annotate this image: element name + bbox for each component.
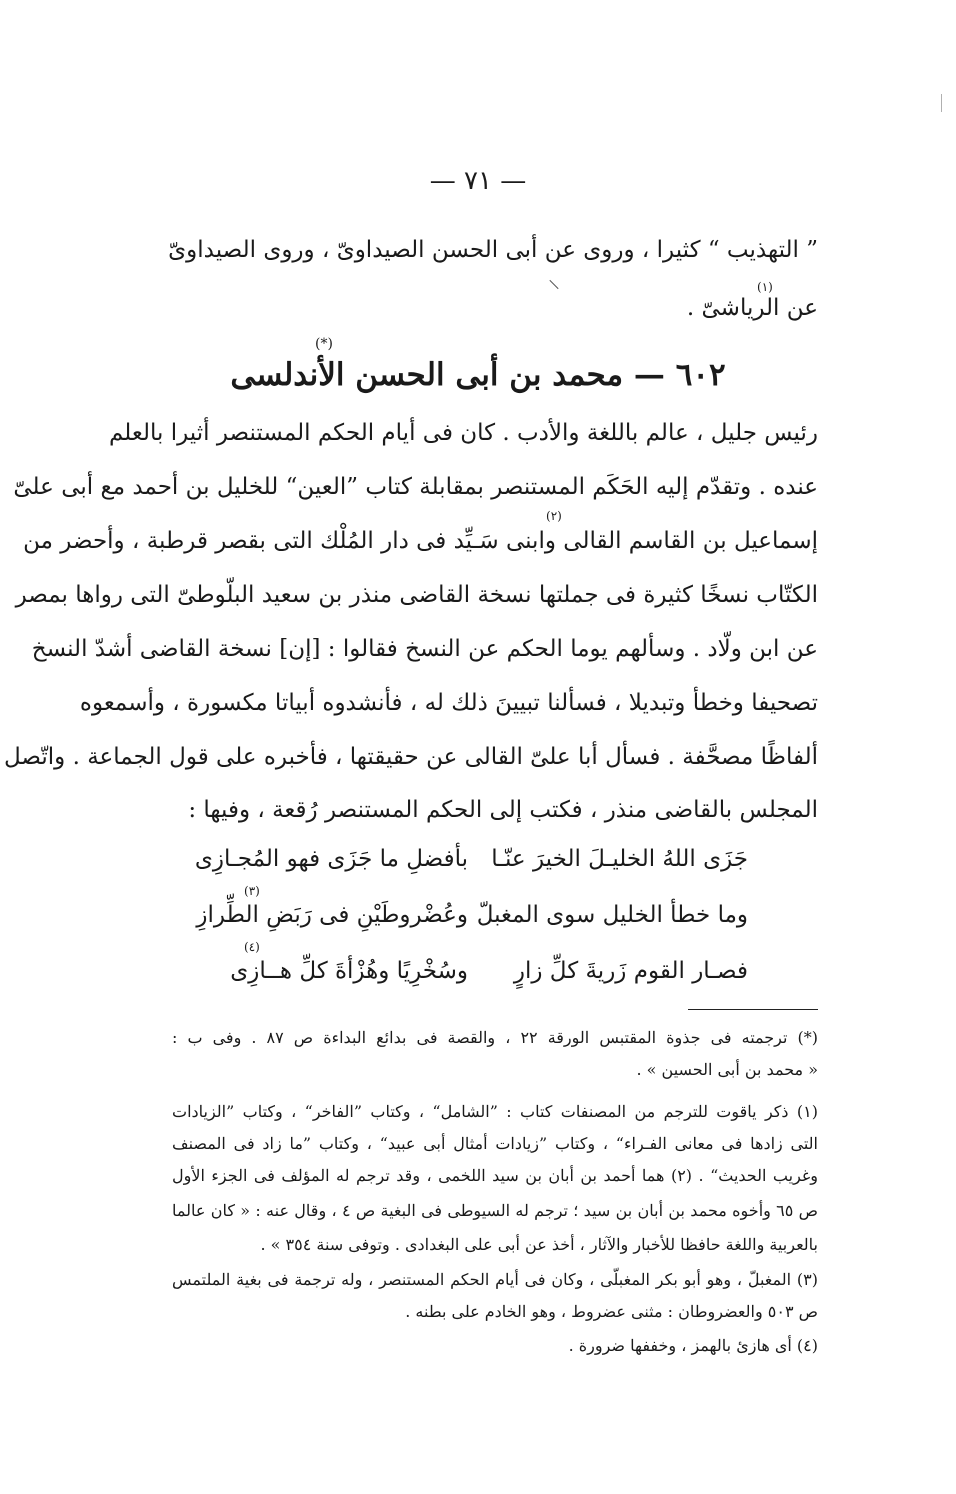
footnote-separator bbox=[688, 1009, 818, 1010]
verse-3-footnote-marker: (٤) bbox=[244, 940, 260, 954]
footnote-line: (*) ترجمته فى جذوة المقتبس الورقة ٢٢ ، والقصة فى بدائع البداءة ص ٨٧ . وفى ب : bbox=[172, 1028, 819, 1047]
footnote-line: التى زادها فى معانى الفـراء“ ، وكتاب ”زيادات أمثال أبى عبيد“ ، وكتاب ”ما زاد فى المصنف bbox=[172, 1134, 818, 1153]
verse-3-first-hemistich: فصـار القوم زَريةَ كلِّ زارٍ bbox=[513, 958, 748, 984]
footnote-line: وغريب الحديث“ . (٢) هما أحمد بن أبان بن سيد اللخمى ، وقد ترجم له المؤلف فى الجزء الأول bbox=[172, 1166, 819, 1185]
footnote-line: (١) ذكر ياقوت للترجم من المصنفات كتاب : ”الشامل“ ، وكتاب ”الفاخر“ ، وكتاب ”الزيادات bbox=[172, 1102, 818, 1121]
body-line: ألفاظًا مصحَّفة . فسأل أبا علىّ القالى عن حقيقتها ، فأخبره على قول الجماعة . واتّصل bbox=[4, 744, 818, 770]
stray-pen-mark bbox=[549, 280, 558, 289]
intro-line-2: عن الرياشىّ . bbox=[686, 295, 818, 321]
page-number: — ٧١ — bbox=[429, 166, 527, 196]
body-line: إسماعيل بن القاسم القالى وابنى سَـيِّد فى دار المُلْك التى بقصر قرطبة ، وأحضر من bbox=[23, 528, 818, 554]
footnote-line: (٤) أى هازئ بالهمز ، وخففها ضرورة . bbox=[568, 1336, 818, 1355]
verse-1-second-hemistich: بأفضلِ ما جَزَى فهو المُجـازِى bbox=[194, 846, 468, 872]
intro-line-1: ” التهذيب “ كثيرا ، وروى عن أبى الحسن الصيداوىّ ، وروى الصيداوىّ bbox=[168, 237, 818, 263]
footnote-line: (٣) المغبلّ ، وهو أبو بكر المغبلّى ، وكان فى أيام الحكم المستنصر ، وله ترجمة فى بغية الملتمس bbox=[172, 1270, 818, 1289]
verse-2-second-hemistich: وعُضْروطَيْنِ فى رَبَضِ الطِّرازِ bbox=[196, 902, 468, 928]
body-line: المجلس بالقاضى منذر ، فكتب إلى الحكم المستنصر رُقعة ، وفيها : bbox=[188, 797, 818, 823]
body-line: عنده . وتقدّم إليه الحَكَم المستنصر بمقابلة كتاب ”العين“ للخليل بن أحمد مع أبى علىّ bbox=[13, 474, 818, 500]
body-line: رئيس جليل ، عالم باللغة والأدب . كان فى أيام الحكم المستنصر أثيرا بالعلم bbox=[108, 420, 818, 446]
footnote-line: « محمد بن أبى الحسين » . bbox=[636, 1060, 818, 1079]
body-footnote-marker: (٢) bbox=[546, 509, 562, 523]
entry-heading: ٦٠٢ — محمد بن أبى الحسن الأندلسى bbox=[230, 357, 726, 393]
body-line: عن ابن ولّاد . وسألهم يوما الحكم عن النسخ فقالوا : [إن] نسخة القاضى أشدّ النسخ bbox=[31, 636, 818, 662]
intro-footnote-marker: (١) bbox=[757, 280, 773, 294]
margin-mark bbox=[941, 94, 942, 112]
heading-footnote-marker: (*) bbox=[315, 336, 333, 352]
footnote-line: ص ٥٠٣ والعضروطان : مثنى عضروط ، وهو الخادم على بطنه . bbox=[405, 1302, 818, 1321]
verse-1-first-hemistich: جَزَى اللهُ الخليـلَ الخيرَ عنّـا bbox=[491, 846, 748, 872]
footnote-line: ص ٦٥ وأخوه محمد بن أبان بن سيد ؛ ترجم له السيوطى فى البغية ص ٤ ، وقال عنه : « كان عالما bbox=[172, 1201, 819, 1220]
body-line: تصحيفا وخطأ وتبديلا ، فسألنا تبيينَ ذلك له ، فأنشدوه أبياتا مكسورة ، وأسمعوه bbox=[79, 690, 818, 716]
verse-2-footnote-marker: (٣) bbox=[244, 884, 260, 898]
verse-3-second-hemistich: وسُخْرِيًا وهُزْأةَ كلِّ هــازِى bbox=[230, 958, 468, 984]
body-line: الكتّاب نسخًا كثيرة فى جملتها نسخة القاضى منذر بن سعيد البلّوطىّ التى رواها بمصر bbox=[15, 582, 818, 608]
verse-2-first-hemistich: وما خطأ الخليل سوى المغبلّ bbox=[476, 902, 748, 928]
footnote-line: بالعربية واللغة حافظا للأخبار والآثار ، أخذ عن أبى على البغدادى . وتوفى سنة ٣٥٤ » . bbox=[260, 1235, 818, 1254]
